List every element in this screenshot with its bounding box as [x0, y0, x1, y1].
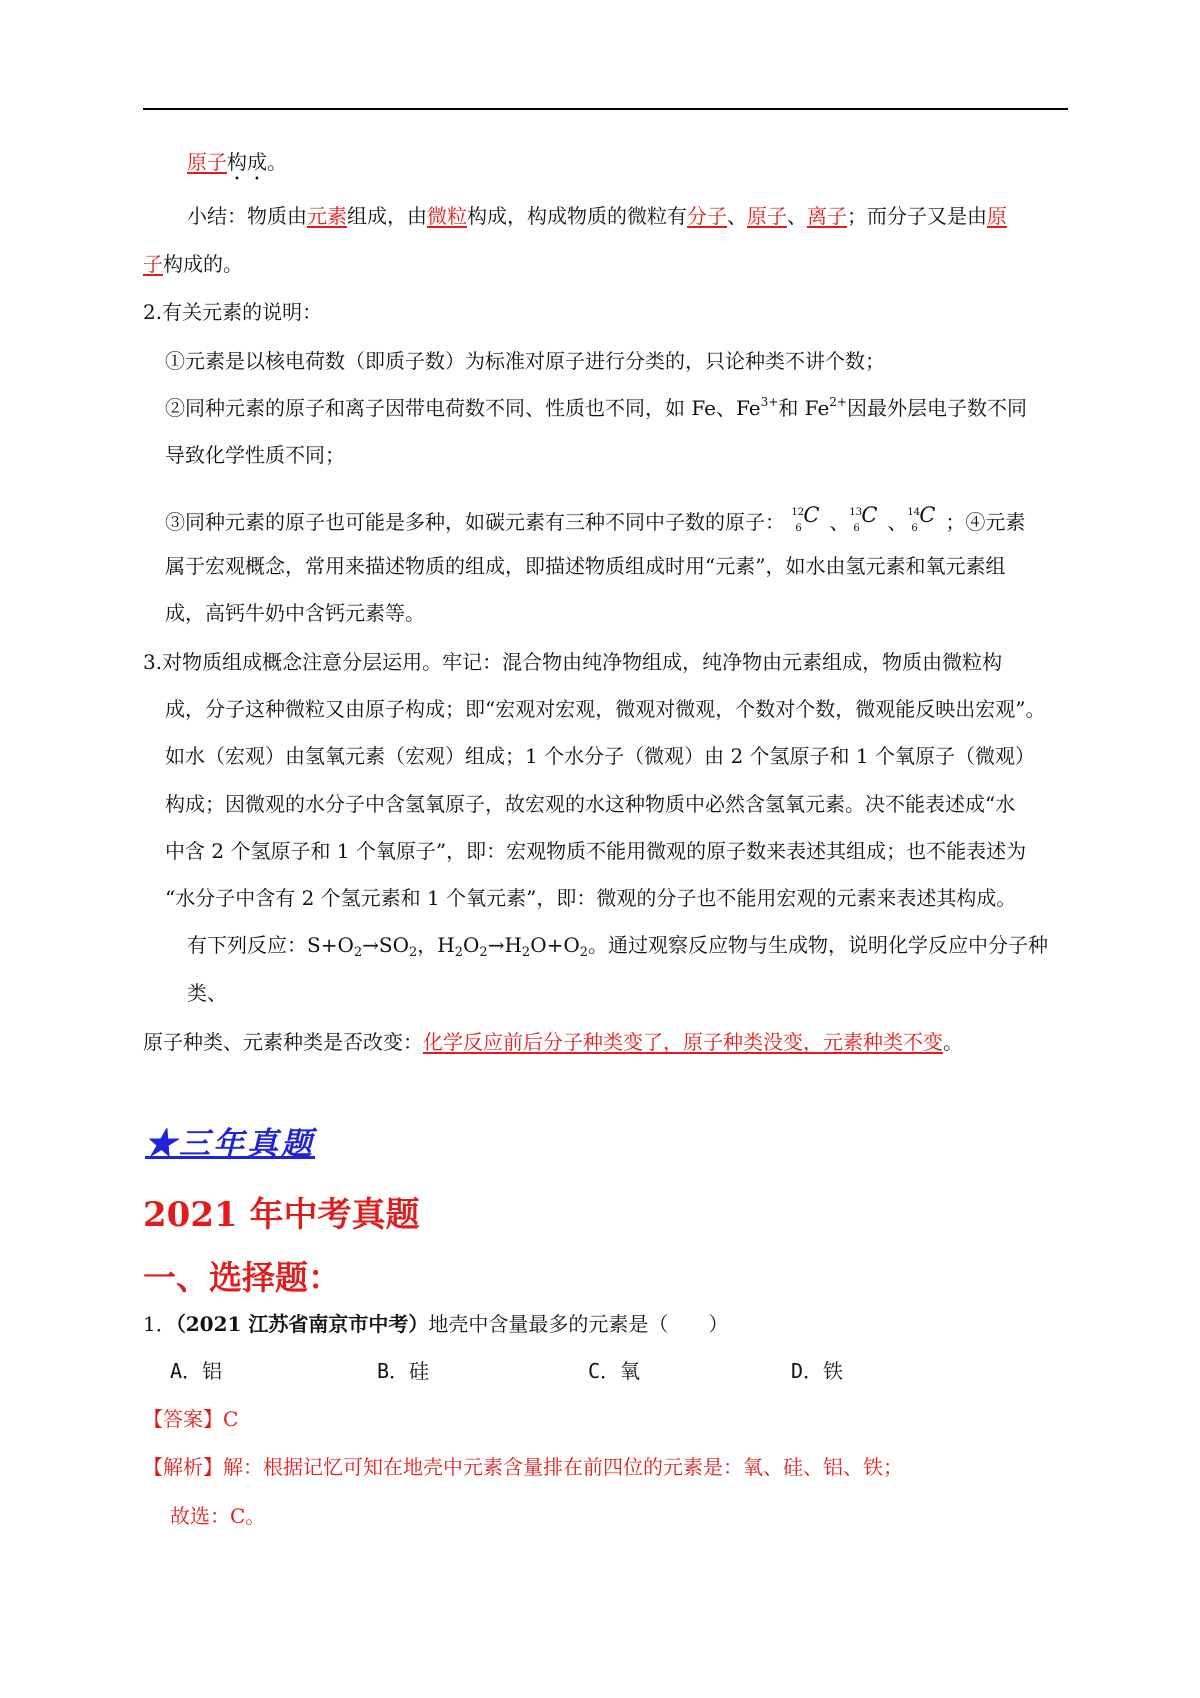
answer-line	[143, 1405, 238, 1433]
isotope-number: 6	[853, 523, 860, 534]
summary-text: 小结：物质由	[187, 204, 307, 228]
subscript: 2	[409, 945, 418, 960]
conclusion-line: 故选：C。	[170, 1504, 266, 1528]
heading-multiple-choice: 一、选择题：	[143, 1258, 341, 1297]
answer-label: 【答案】	[143, 1407, 223, 1431]
question-text: 原子种类、元素种类是否改变：	[143, 1030, 423, 1054]
isotope-number: 6	[911, 523, 918, 534]
section2-item2-cont: 导致化学性质不同；	[165, 443, 345, 467]
summary-sep: 、	[787, 204, 807, 228]
item3-text: ；④元素	[945, 510, 1026, 534]
subscript: 2	[479, 945, 488, 960]
section3-line-1: 3.对物质组成概念注意分层运用。牢记：混合物由纯净物组成，纯净物由元素组成，物质由微粒构	[143, 650, 1003, 674]
subscript: 2	[579, 945, 589, 960]
section2-title: 2.有关元素的说明：	[143, 300, 323, 324]
subscript: 2	[521, 945, 531, 960]
subscript: 2	[353, 945, 363, 960]
heading-three-year-exams: ★三年真题	[145, 1126, 315, 1162]
reaction-text: →H	[487, 933, 522, 957]
summary-line-1	[187, 202, 1007, 230]
section3-line-2: 成，分子这种微粒又由原子构成；即“宏观对宏观，微观对微观，个数对个数，微观能反映出宏观”。	[165, 697, 1046, 721]
analysis-label: 【解析】	[143, 1455, 223, 1479]
kw-molecule: 分子	[687, 204, 727, 228]
kw-atom-part1: 原	[987, 204, 1007, 228]
summary-text: 构成，构成物质的微粒有	[467, 204, 687, 228]
section3-line-4: 构成；因微观的水分子中含氢氧原子，故宏观的水这种物质中必然含氢氧元素。决不能表述成“水	[165, 792, 1016, 816]
summary-text: 组成，由	[347, 204, 427, 228]
kw-atom-part2: 子	[143, 252, 163, 276]
kw-particle: 微粒	[427, 204, 467, 228]
item2-text: 和 Fe	[778, 396, 830, 420]
term-atom: 原子	[187, 150, 227, 174]
reaction-line	[187, 931, 1048, 959]
section3-line-6: “水分子中含有 2 个氢元素和 1 个氧元素”，即：微观的分子也不能用宏观的元素来表述其构成。	[165, 886, 1017, 910]
isotope-symbol: C	[919, 503, 936, 527]
option-b: B．硅	[377, 1359, 430, 1383]
section2-item1: ①元素是以核电荷数（即质子数）为标准对原子进行分类的，只论种类不讲个数；	[165, 349, 885, 373]
option-d: D．铁	[791, 1359, 844, 1383]
question-1	[143, 1310, 728, 1338]
analysis-line	[143, 1453, 903, 1481]
atoms-rest: 构成。	[227, 150, 287, 174]
answer-value: C	[223, 1407, 239, 1431]
summary-text: ；而分子又是由	[847, 204, 987, 228]
isotope-symbol: C	[803, 503, 820, 527]
isotope-sep: 、	[829, 510, 850, 534]
charge-superscript: 3+	[760, 395, 779, 409]
summary-sep: 、	[727, 204, 747, 228]
option-c: C．氧	[588, 1359, 641, 1383]
summary-text: 构成的。	[163, 252, 243, 276]
section2-item3-cont2: 成，高钙牛奶中含钙元素等。	[165, 601, 425, 625]
isotope-sep: 、	[887, 510, 908, 534]
question-end: 。	[943, 1030, 963, 1054]
atoms-tail-line	[187, 148, 287, 185]
reaction-cont: 类、	[187, 981, 227, 1005]
item2-text: 因最外层电子数不同	[847, 396, 1027, 420]
section2-item2	[165, 394, 1027, 422]
analysis-text: 解：根据记忆可知在地壳中元素含量排在前四位的元素是：氧、硅、铝、铁；	[223, 1455, 903, 1479]
reaction-text: O+O	[530, 933, 580, 957]
subscript: 2	[454, 945, 464, 960]
section3-line-3: 如水（宏观）由氢氧元素（宏观）组成；1 个水分子（微观）由 2 个氢原子和 1 个氧原子（微观）	[165, 744, 1035, 768]
isotope-c12	[791, 503, 829, 534]
isotope-c13	[849, 503, 887, 534]
isotope-number: 6	[795, 523, 802, 534]
heading-2021-exam: 2021 年中考真题	[143, 1195, 420, 1235]
kw-atom: 原子	[747, 204, 787, 228]
kw-ion: 离子	[807, 204, 847, 228]
reaction-text: ，H	[417, 933, 455, 957]
summary-line-2	[143, 250, 243, 278]
reaction-text: 有下列反应：S+O	[187, 933, 354, 957]
item2-text: ②同种元素的原子和离子因带电荷数不同、性质也不同，如 Fe、Fe	[165, 396, 761, 420]
option-a: A．铝	[170, 1359, 223, 1383]
kw-element: 元素	[307, 204, 347, 228]
reaction-text: →SO	[362, 933, 409, 957]
reaction-text: O	[463, 933, 480, 957]
reaction-text: 。通过观察反应物与生成物，说明化学反应中分子种	[588, 933, 1049, 957]
isotope-symbol: C	[861, 503, 878, 527]
isotope-c14	[907, 503, 945, 534]
question-source: （2021 江苏省南京市中考）	[175, 1312, 429, 1336]
reaction-question	[143, 1028, 963, 1056]
charge-superscript: 2+	[829, 395, 847, 409]
section2-item3-cont1: 属于宏观概念，常用来描述物质的组成，即描述物质组成时用“元素”，如水由氢元素和氧元素组	[165, 554, 1006, 578]
section3-line-5: 中含 2 个氢原子和 1 个氧原子”，即：宏观物质不能用微观的原子数来表述其组成；也不能表述为	[165, 839, 1027, 863]
header-rule	[143, 108, 1068, 110]
item3-text: ③同种元素的原子也可能是多种，如碳元素有三种不同中子数的原子：	[165, 510, 785, 534]
isotope-mass: 12	[791, 507, 805, 518]
reaction-answer: 化学反应前后分子种类变了，原子种类没变，元素种类不变	[423, 1030, 943, 1054]
question-number: 1．	[143, 1312, 176, 1336]
section2-item3	[165, 503, 1025, 536]
question-stem: 地壳中含量最多的元素是（ ）	[428, 1312, 729, 1336]
isotope-mass: 14	[907, 507, 921, 518]
isotope-mass: 13	[849, 507, 863, 518]
